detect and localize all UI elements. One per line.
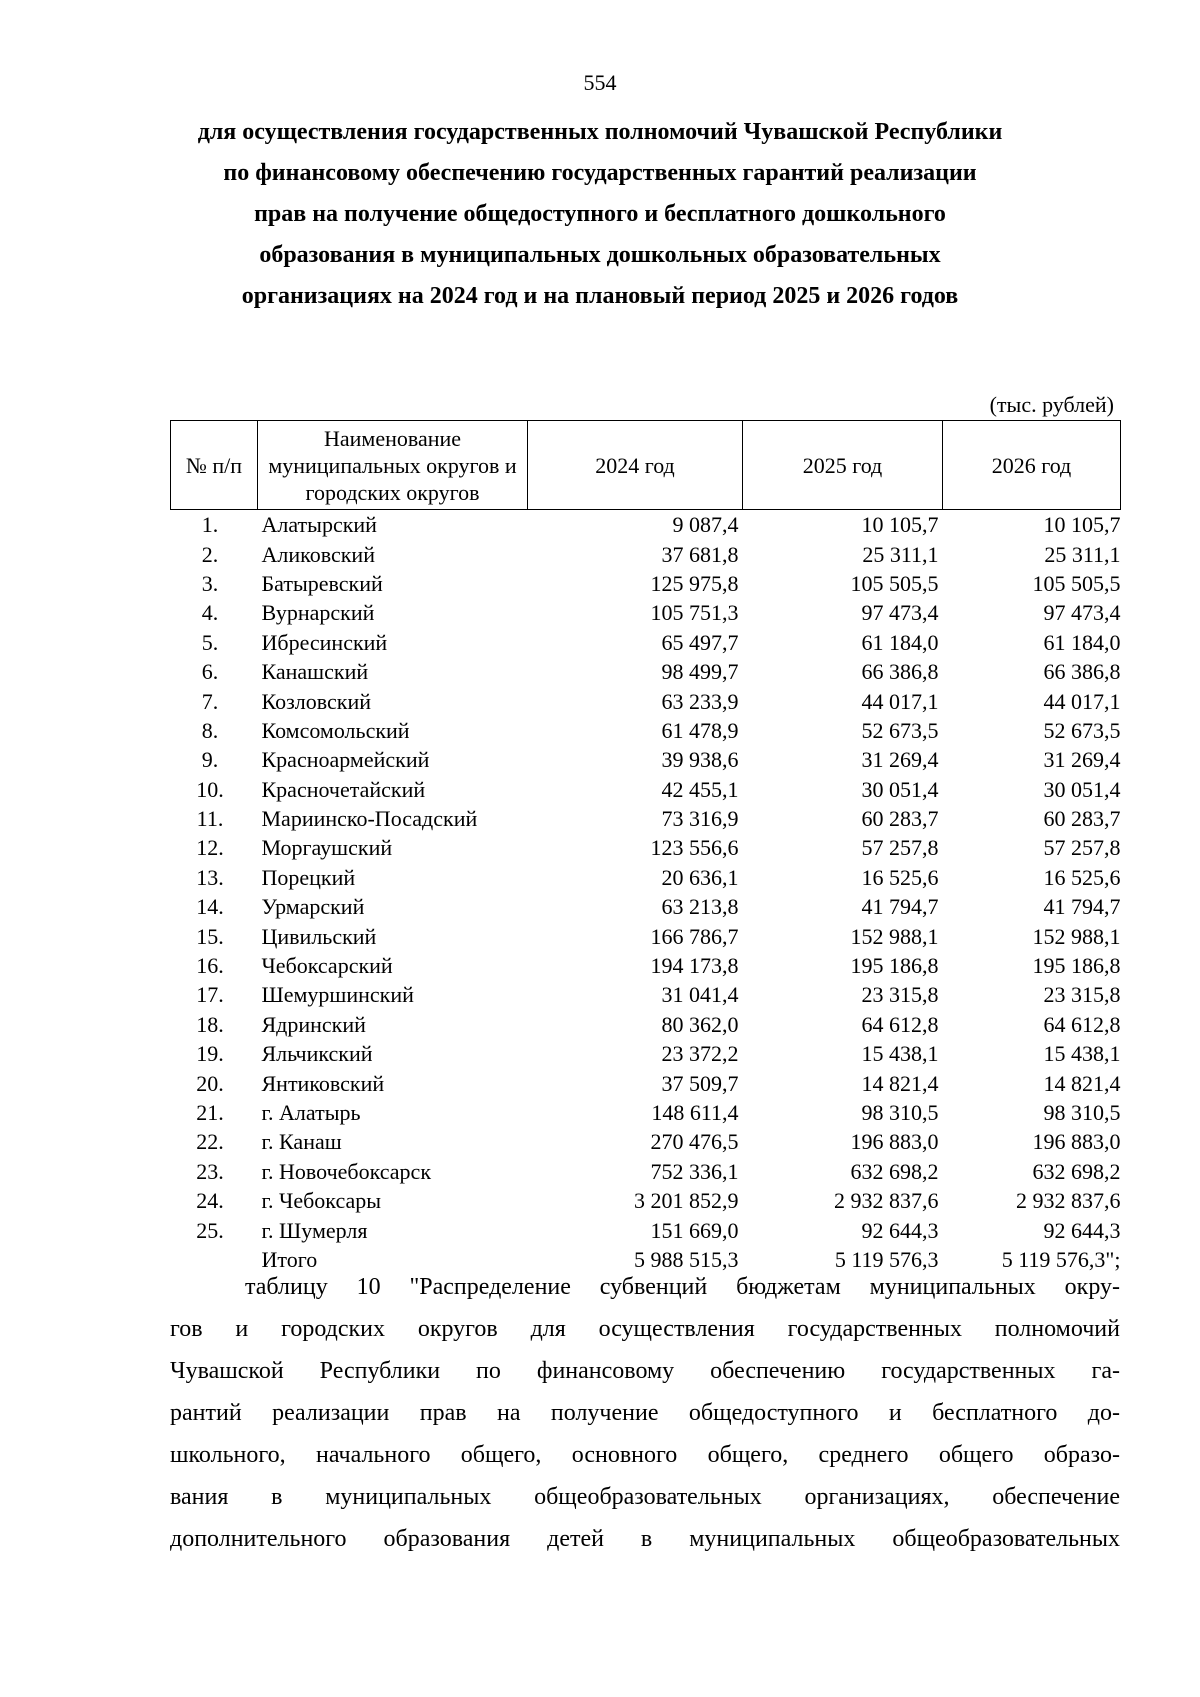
value-2026: 105 505,5	[1032, 570, 1121, 596]
row-number: 24.	[196, 1188, 224, 1214]
value-2024: 23 372,2	[661, 1041, 739, 1067]
row-number: 7.	[201, 688, 219, 714]
value-2025: 61 184,0	[861, 629, 939, 655]
district-name: г. Алатырь	[261, 1100, 361, 1125]
value-2025: 60 283,7	[861, 806, 939, 832]
body-line: рантий реализации прав на получение общедоступного и бесплатного до-	[170, 1400, 1120, 1426]
value-2024: 63 213,8	[661, 894, 739, 920]
value-2024: 31 041,4	[661, 982, 739, 1008]
value-2026: 14 821,4	[1043, 1070, 1121, 1096]
row-number: 1.	[201, 512, 219, 538]
value-2025: 2 932 837,6	[834, 1188, 939, 1214]
value-2025: 52 673,5	[861, 717, 939, 743]
district-name: Аликовский	[261, 541, 375, 567]
table-row	[171, 951, 1121, 980]
value-2024: 194 173,8	[650, 953, 739, 979]
value-2024: 9 087,4	[672, 512, 739, 538]
heading-line: по финансовому обеспечению государственных гарантий реализации	[223, 160, 977, 186]
value-2024: 98 499,7	[661, 659, 739, 685]
district-name: Шемуршинский	[261, 982, 414, 1008]
table-row	[171, 569, 1121, 598]
row-number: 19.	[196, 1041, 224, 1067]
value-2025: 632 698,2	[850, 1158, 939, 1184]
header-2024: 2024 год	[528, 421, 743, 510]
table-row	[171, 921, 1121, 950]
value-2026: 92 644,3	[1043, 1217, 1121, 1243]
row-number: 17.	[196, 982, 224, 1008]
value-2026: 31 269,4	[1043, 747, 1121, 773]
row-number: 4.	[201, 600, 219, 626]
table-row	[171, 598, 1121, 627]
table-row	[171, 745, 1121, 774]
district-name: г. Канаш	[261, 1129, 342, 1155]
district-name: Комсомольский	[261, 717, 410, 743]
value-2025: 14 821,4	[861, 1070, 939, 1096]
value-2025: 23 315,8	[861, 982, 939, 1008]
table-row	[171, 1127, 1121, 1156]
body-paragraph	[170, 1266, 1120, 1560]
document-heading	[150, 112, 1050, 317]
value-2025: 10 105,7	[861, 512, 939, 538]
value-2026: 2 932 837,6	[1016, 1188, 1121, 1214]
table-row	[171, 804, 1121, 833]
value-2024: 166 786,7	[650, 923, 739, 949]
value-2025: 44 017,1	[861, 688, 939, 714]
row-number: 8.	[201, 717, 219, 743]
district-name: Ядринский	[261, 1011, 366, 1037]
district-name: Канашский	[261, 659, 369, 685]
heading-line: образования в муниципальных дошкольных образовательных	[259, 242, 941, 268]
row-number: 25.	[196, 1217, 224, 1243]
table-row	[171, 1157, 1121, 1186]
header-2025: 2025 год	[743, 421, 943, 510]
header-name: Наименование муниципальных округов и городских округов	[258, 421, 528, 510]
value-2025: 25 311,1	[862, 541, 939, 567]
value-2024: 37 681,8	[661, 541, 739, 567]
table-row	[171, 892, 1121, 921]
district-name: Алатырский	[261, 512, 377, 538]
value-2025: 195 186,8	[850, 953, 939, 979]
value-2024: 65 497,7	[661, 629, 739, 655]
district-name: Вурнарский	[261, 600, 375, 626]
row-number: 21.	[196, 1100, 224, 1125]
value-2024: 39 938,6	[661, 747, 739, 773]
value-2024: 73 316,9	[661, 806, 739, 832]
row-number: 14.	[196, 894, 224, 920]
value-2026: 98 310,5	[1043, 1100, 1121, 1125]
table-row	[171, 716, 1121, 745]
value-2024: 80 362,0	[661, 1011, 739, 1037]
value-2026: 15 438,1	[1043, 1041, 1121, 1067]
body-line: школьного, начального общего, основного общего, среднего общего образо-	[170, 1442, 1120, 1468]
row-number: 3.	[201, 570, 219, 596]
table-row	[171, 686, 1121, 715]
value-2025: 15 438,1	[861, 1041, 939, 1067]
district-name: Чебоксарский	[261, 953, 393, 979]
table-row	[171, 863, 1121, 892]
value-2026: 64 612,8	[1043, 1011, 1121, 1037]
table-row	[171, 980, 1121, 1009]
value-2025: 66 386,8	[861, 659, 939, 685]
value-2026: 52 673,5	[1043, 717, 1121, 743]
district-name: Цивильский	[261, 923, 377, 949]
value-2026: 41 794,7	[1043, 894, 1121, 920]
value-2025: 30 051,4	[861, 776, 939, 802]
value-2024: 5 988 515,3	[634, 1246, 739, 1272]
value-2026: 5 119 576,3";	[1001, 1246, 1121, 1272]
table-row	[171, 657, 1121, 686]
table-row	[171, 1098, 1121, 1127]
value-2025: 92 644,3	[861, 1217, 939, 1243]
body-line: таблицу 10 "Распределение субвенций бюджетам муниципальных окру-	[245, 1274, 1120, 1300]
value-2025: 98 310,5	[861, 1100, 939, 1125]
district-name: Ибресинский	[261, 629, 388, 655]
table-row	[171, 1039, 1121, 1068]
table-row	[171, 510, 1121, 540]
value-2026: 97 473,4	[1043, 600, 1121, 626]
value-2026: 10 105,7	[1043, 512, 1121, 538]
units-label: (тыс. рублей)	[989, 392, 1114, 417]
district-name: Батыревский	[261, 570, 383, 596]
value-2024: 63 233,9	[661, 688, 739, 714]
value-2026: 44 017,1	[1043, 688, 1121, 714]
value-2026: 57 257,8	[1043, 835, 1121, 861]
value-2024: 3 201 852,9	[634, 1188, 739, 1214]
table-body	[171, 510, 1121, 1275]
value-2026: 195 186,8	[1032, 953, 1121, 979]
value-2025: 105 505,5	[850, 570, 939, 596]
body-line: вания в муниципальных общеобразовательных организациях, обеспечение	[170, 1484, 1120, 1510]
value-2025: 31 269,4	[861, 747, 939, 773]
row-number: 11.	[196, 806, 224, 832]
heading-line: прав на получение общедоступного и бесплатного дошкольного	[254, 201, 946, 227]
district-name: г. Чебоксары	[261, 1188, 382, 1214]
value-2025: 196 883,0	[850, 1129, 939, 1155]
value-2025: 152 988,1	[850, 923, 939, 949]
value-2024: 105 751,3	[650, 600, 739, 626]
row-number: 5.	[201, 629, 219, 655]
table-header-row	[171, 421, 1121, 510]
row-number: 22.	[196, 1129, 224, 1155]
value-2024: 148 611,4	[651, 1100, 739, 1125]
row-number: 2.	[201, 541, 219, 567]
row-number: 18.	[196, 1011, 224, 1037]
value-2026: 16 525,6	[1043, 864, 1121, 890]
row-number: 20.	[196, 1070, 224, 1096]
value-2024: 123 556,6	[650, 835, 739, 861]
value-2025: 64 612,8	[861, 1011, 939, 1037]
district-name: Козловский	[261, 688, 372, 714]
row-number: 9.	[201, 747, 219, 773]
body-line: гов и городских округов для осуществления государственных полномочий	[170, 1316, 1120, 1342]
district-name: Яльчикский	[261, 1041, 373, 1067]
district-name: г. Шумерля	[261, 1217, 368, 1243]
value-2024: 61 478,9	[661, 717, 739, 743]
value-2025: 16 525,6	[861, 864, 939, 890]
value-2024: 151 669,0	[650, 1217, 739, 1243]
value-2024: 42 455,1	[661, 776, 739, 802]
header-2026: 2026 год	[943, 421, 1121, 510]
value-2026: 66 386,8	[1043, 659, 1121, 685]
value-2025: 5 119 576,3	[834, 1246, 939, 1272]
value-2026: 196 883,0	[1032, 1129, 1121, 1155]
row-number: 15.	[196, 923, 224, 949]
heading-line: организациях на 2024 год и на плановый период 2025 и 2026 годов	[241, 283, 959, 309]
row-number: 16.	[196, 953, 224, 979]
value-2025: 41 794,7	[861, 894, 939, 920]
district-name: Урмарский	[261, 894, 365, 920]
subsidy-table	[170, 420, 1121, 1274]
value-2026: 60 283,7	[1043, 806, 1121, 832]
table-row	[171, 1068, 1121, 1097]
district-name: Красночетайский	[261, 776, 426, 802]
table-row	[171, 1010, 1121, 1039]
district-name: г. Новочебоксарск	[261, 1158, 432, 1184]
value-2026: 30 051,4	[1043, 776, 1121, 802]
table-row	[171, 775, 1121, 804]
table-row	[171, 1186, 1121, 1215]
table-row	[171, 1215, 1121, 1244]
district-name: Итого	[261, 1246, 318, 1272]
body-line: дополнительного образования детей в муниципальных общеобразовательных	[170, 1526, 1120, 1552]
value-2024: 37 509,7	[661, 1070, 739, 1096]
table-row	[171, 539, 1121, 568]
value-2024: 125 975,8	[650, 570, 739, 596]
row-number: 12.	[196, 835, 224, 861]
value-2024: 20 636,1	[661, 864, 739, 890]
value-2026: 152 988,1	[1032, 923, 1121, 949]
page-number: 554	[583, 70, 617, 95]
district-name: Моргаушский	[261, 835, 393, 861]
value-2024: 752 336,1	[650, 1158, 739, 1184]
table-row	[171, 833, 1121, 862]
row-number: 23.	[196, 1158, 224, 1184]
table-row	[171, 628, 1121, 657]
district-name: Мариинско-Посадский	[261, 806, 478, 832]
value-2025: 57 257,8	[861, 835, 939, 861]
heading-line: для осуществления государственных полномочий Чувашской Республики	[197, 119, 1003, 145]
value-2026: 61 184,0	[1043, 629, 1121, 655]
district-name: Порецкий	[261, 864, 356, 890]
value-2026: 632 698,2	[1032, 1158, 1121, 1184]
value-2025: 97 473,4	[861, 600, 939, 626]
district-name: Красноармейский	[261, 747, 430, 773]
row-number: 13.	[196, 864, 224, 890]
header-num: № п/п	[171, 421, 258, 510]
body-line: Чувашской Республики по финансовому обеспечению государственных га-	[170, 1358, 1120, 1384]
value-2024: 270 476,5	[650, 1129, 739, 1155]
row-number: 10.	[196, 776, 224, 802]
value-2026: 25 311,1	[1044, 541, 1121, 567]
row-number: 6.	[201, 659, 219, 685]
district-name: Янтиковский	[261, 1070, 385, 1096]
value-2026: 23 315,8	[1043, 982, 1121, 1008]
